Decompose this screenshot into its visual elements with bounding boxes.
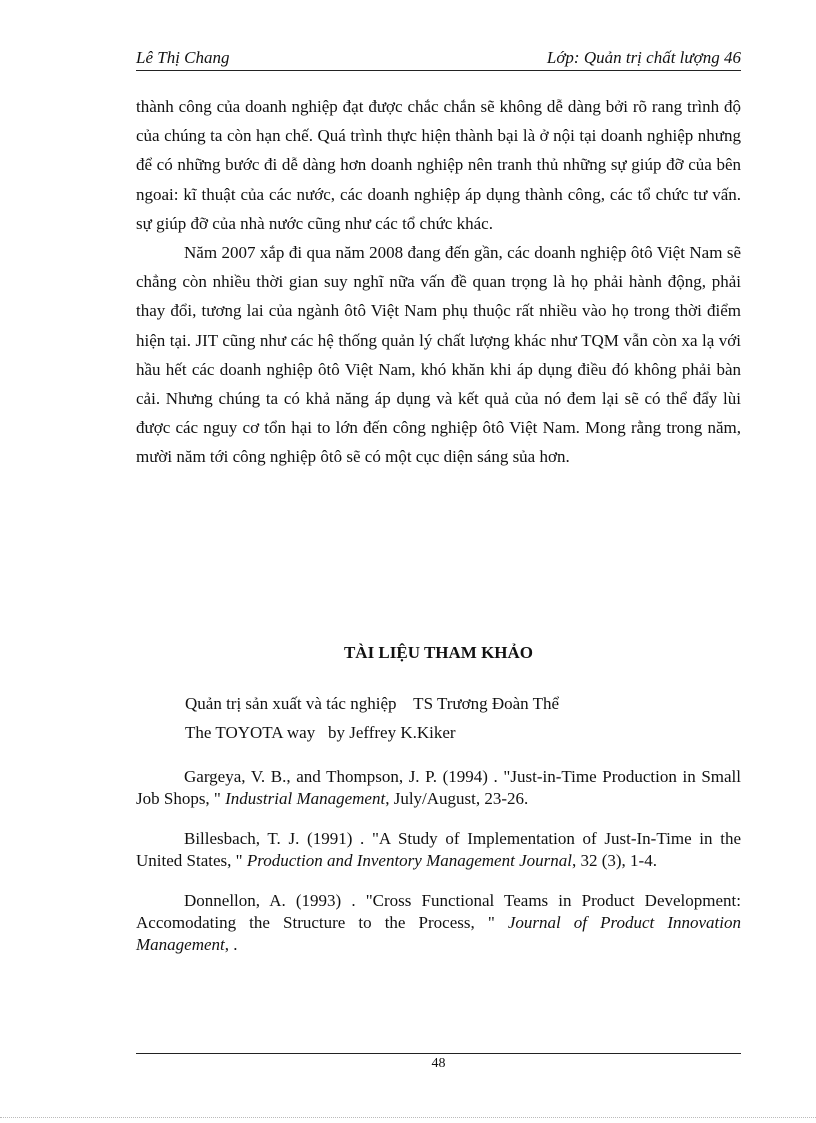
page-edge-divider	[0, 1117, 816, 1118]
footer-divider	[136, 1053, 741, 1054]
reference-item: Donnellon, A. (1993) . "Cross Functional Teams in Product Development: Accomodating the Structure to the Process, " Journal of Product Innovation Management, .	[136, 891, 741, 954]
vietnamese-references	[185, 689, 559, 747]
header-class: Lớp: Quản trị chất lượng 46	[546, 48, 741, 67]
reference-item: The TOYOTA way by Jeffrey K.Kiker	[185, 723, 456, 742]
reference-item: Quản trị sản xuất và tác nghiệp TS Trương Đoàn Thể	[185, 694, 560, 713]
reference-item: Gargeya, V. B., and Thompson, J. P. (1994) . "Just-in-Time Production in Small Job Shops, " Industrial Management, July/August, 23-26.	[136, 767, 741, 808]
english-references	[136, 766, 741, 974]
references-title: TÀI LIỆU THAM KHẢO	[343, 643, 534, 662]
body-text	[136, 92, 741, 472]
paragraph-2: Năm 2007 xắp đi qua năm 2008 đang đến gần, các doanh nghiệp ôtô Việt Nam sẽ chẳng còn nhiều thời gian suy nghĩ nữa vấn đề quan trọng là họ phải hành động, phải thay đổi, tương lai của ngành ôtô Việt Nam phụ thuộc rất nhiều vào họ trong thời điểm hiện tại. JIT cũng như các hệ thống quản lý chất lượng khác như TQM vẫn còn xa lạ với hầu hết các doanh nghiệp ôtô Việt Nam, khó khăn khi áp dụng điều đó không phải bàn cải. Nhưng chúng ta có khả năng áp dụng và kết quả của nó đem lại sẽ có thể đẩy lùi được các nguy cơ tổn hại to lớn đến công nghiệp ôtô Việt Nam. Mong rằng trong năm, mười năm tới công nghiệp ôtô sẽ có một cục diện sáng sủa hơn.	[136, 243, 741, 467]
reference-item: Billesbach, T. J. (1991) . "A Study of Implementation of Just-In-Time in the United States, " Production and Inventory Management Journal, 32 (3), 1-4.	[136, 829, 741, 870]
page-number: 48	[431, 1056, 446, 1071]
paragraph-1: thành công của doanh nghiệp đạt được chắc chắn sẽ không dễ dàng bởi rõ rang trình độ của chúng ta còn hạn chế. Quá trình thực hiện thành bại là ở nội tại doanh nghiệp nhưng để có những bước đi dễ dàng hơn doanh nghiệp nên tranh thủ những sự giúp đỡ của bên ngoai: kĩ thuật của các nước, các doanh nghiệp áp dụng thành công, các tổ chức tư vấn. sự giúp đỡ của nhà nước cũng như các tổ chức khác.	[136, 97, 741, 233]
page-header	[136, 48, 741, 71]
header-author: Lê Thị Chang	[136, 48, 230, 67]
